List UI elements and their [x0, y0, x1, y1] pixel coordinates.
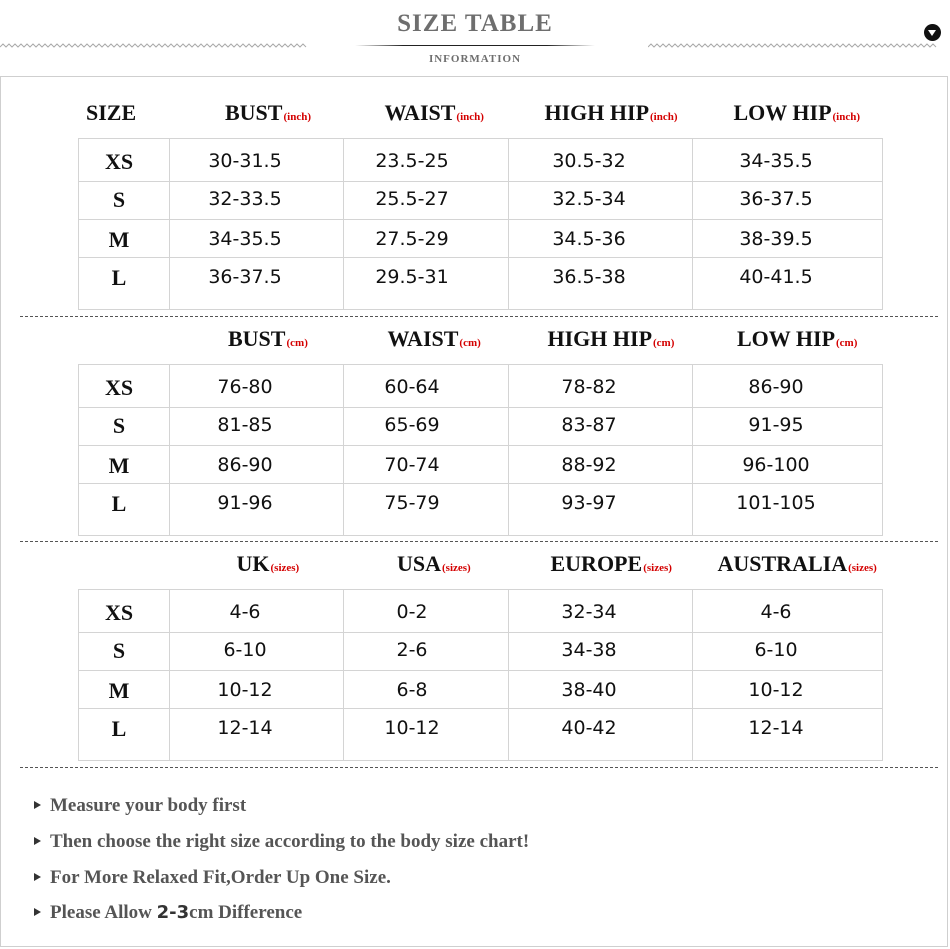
size-label: M: [108, 678, 130, 703]
table-cell: 32.5-34: [552, 188, 626, 210]
zigzag-decoration-right: [648, 43, 938, 48]
table-cell: 12-14: [217, 717, 273, 739]
note-item: [34, 831, 529, 853]
table-cell: 10-12: [217, 679, 273, 701]
size-label: L: [111, 716, 127, 741]
size-label: M: [108, 227, 130, 252]
page-subtitle: INFORMATION: [428, 53, 522, 65]
note-item: [34, 867, 391, 889]
row-divider: [79, 257, 882, 258]
table-cell: 6-10: [754, 639, 798, 661]
note-text: Please Allow: [50, 902, 157, 923]
column-header-unit: (sizes): [442, 562, 471, 574]
divider: [20, 541, 938, 542]
table-cell: 36-37.5: [208, 266, 282, 288]
column-header-unit: (sizes): [848, 562, 877, 574]
table-cell: 38-39.5: [739, 228, 813, 250]
divider: [20, 767, 938, 768]
column-header: [237, 551, 300, 577]
row-divider: [79, 632, 882, 633]
note-item: [34, 795, 246, 817]
table-cell: 34.5-36: [552, 228, 626, 250]
divider: [20, 316, 938, 317]
column-divider: [692, 590, 693, 760]
column-header-name: AUSTRALIA: [717, 551, 848, 576]
row-divider: [79, 670, 882, 671]
size-label: L: [111, 265, 127, 290]
table-cell: 4-6: [229, 601, 261, 623]
column-divider: [508, 590, 509, 760]
table-cell: 101-105: [736, 492, 816, 514]
table-cell: 32-34: [561, 601, 617, 623]
column-header-name: WAIST: [384, 100, 456, 125]
table-cell: 75-79: [384, 492, 440, 514]
table-cell: 12-14: [748, 717, 804, 739]
column-header: [397, 551, 471, 577]
size-label: L: [111, 491, 127, 516]
column-divider: [169, 365, 170, 535]
table-cell: 96-100: [742, 454, 810, 476]
table-cell: 65-69: [384, 414, 440, 436]
note-text: cm Difference: [189, 902, 303, 923]
bullet-triangle-icon: [34, 908, 41, 916]
column-header-unit: (inch): [283, 111, 311, 123]
table-cell: 2-6: [396, 639, 428, 661]
column-divider: [169, 590, 170, 760]
table-cell: 0-2: [396, 601, 428, 623]
row-divider: [79, 407, 882, 408]
column-header: [551, 551, 672, 577]
column-header-name: UK: [236, 551, 270, 576]
column-header-unit: (sizes): [643, 562, 672, 574]
table-cell: 34-35.5: [739, 150, 813, 172]
table-cell: 40-42: [561, 717, 617, 739]
table-cell: 6-10: [223, 639, 267, 661]
column-divider: [343, 590, 344, 760]
row-divider: [79, 181, 882, 182]
table-cell: 25.5-27: [375, 188, 449, 210]
size-label: XS: [104, 375, 134, 400]
size-table: [78, 138, 883, 310]
column-header-name: HIGH HIP: [544, 100, 650, 125]
table-cell: 81-85: [217, 414, 273, 436]
column-header: [718, 551, 877, 577]
table-cell: 6-8: [396, 679, 428, 701]
table-cell: 83-87: [561, 414, 617, 436]
table-cell: 91-95: [748, 414, 804, 436]
column-header: [388, 326, 481, 352]
header: [0, 0, 950, 76]
column-header: [228, 326, 308, 352]
column-header-unit: (cm): [653, 337, 675, 349]
size-column-header: SIZE: [86, 100, 137, 125]
title-underline: [355, 45, 595, 46]
column-divider: [508, 139, 509, 309]
table-cell: 70-74: [384, 454, 440, 476]
column-divider: [692, 365, 693, 535]
table-cell: 40-41.5: [739, 266, 813, 288]
column-divider: [169, 139, 170, 309]
column-header-unit: (sizes): [270, 562, 300, 574]
note-emphasis: 2-3: [156, 902, 190, 923]
bullet-triangle-icon: [34, 873, 41, 881]
note-item: [34, 902, 302, 924]
table-cell: 30.5-32: [552, 150, 626, 172]
column-header: [737, 326, 857, 352]
size-label: M: [108, 453, 130, 478]
column-header-name: USA: [397, 551, 442, 576]
note-text: Then choose the right size according to the body size chart!: [50, 831, 530, 852]
note-text: Measure your body first: [50, 795, 247, 816]
table-cell: 34-38: [561, 639, 617, 661]
table-cell: 91-96: [217, 492, 273, 514]
bullet-triangle-icon: [34, 801, 41, 809]
table-cell: 29.5-31: [375, 266, 449, 288]
table-cell: 32-33.5: [208, 188, 282, 210]
column-divider: [343, 365, 344, 535]
column-header-unit: (inch): [832, 111, 861, 123]
table-cell: 4-6: [760, 601, 792, 623]
size-label: S: [112, 187, 126, 212]
size-label: S: [112, 638, 126, 663]
table-cell: 36.5-38: [552, 266, 626, 288]
zigzag-decoration-left: [0, 43, 308, 48]
column-header-name: EUROPE: [550, 551, 643, 576]
table-cell: 60-64: [384, 376, 440, 398]
size-table: [78, 589, 883, 761]
table-cell: 86-90: [217, 454, 273, 476]
table-cell: 34-35.5: [208, 228, 282, 250]
column-header-unit: (inch): [456, 111, 484, 123]
column-header-name: BUST: [228, 326, 286, 351]
row-divider: [79, 445, 882, 446]
column-divider: [508, 365, 509, 535]
column-header: [734, 100, 861, 126]
column-header-unit: (cm): [459, 337, 481, 349]
column-header: [545, 100, 678, 126]
table-cell: 78-82: [561, 376, 617, 398]
column-header-unit: (cm): [836, 337, 858, 349]
column-header-unit: (inch): [650, 111, 678, 123]
size-label: XS: [104, 149, 134, 174]
table-cell: 23.5-25: [375, 150, 449, 172]
row-divider: [79, 708, 882, 709]
column-header-name: BUST: [225, 100, 283, 125]
note-text: For More Relaxed Fit,Order Up One Size.: [50, 867, 391, 888]
size-label: XS: [104, 600, 134, 625]
column-header: [385, 100, 484, 126]
table-cell: 76-80: [217, 376, 273, 398]
column-header-unit: (cm): [286, 337, 308, 349]
column-header: [225, 100, 311, 126]
chevron-down-circle-icon[interactable]: [924, 24, 941, 41]
column-header-name: WAIST: [387, 326, 459, 351]
column-header-name: HIGH HIP: [547, 326, 653, 351]
table-cell: 10-12: [748, 679, 804, 701]
table-cell: 30-31.5: [208, 150, 282, 172]
page-title: SIZE TABLE: [397, 10, 553, 37]
column-header-name: LOW HIP: [737, 326, 836, 351]
table-cell: 36-37.5: [739, 188, 813, 210]
table-cell: 10-12: [384, 717, 440, 739]
column-divider: [692, 139, 693, 309]
table-cell: 88-92: [561, 454, 617, 476]
bullet-triangle-icon: [34, 837, 41, 845]
column-header-name: LOW HIP: [733, 100, 832, 125]
table-cell: 38-40: [561, 679, 617, 701]
table-cell: 86-90: [748, 376, 804, 398]
size-table: [78, 364, 883, 536]
row-divider: [79, 219, 882, 220]
column-divider: [343, 139, 344, 309]
table-cell: 93-97: [561, 492, 617, 514]
row-divider: [79, 483, 882, 484]
table-cell: 27.5-29: [375, 228, 449, 250]
size-label: S: [112, 413, 126, 438]
column-header: [548, 326, 675, 352]
